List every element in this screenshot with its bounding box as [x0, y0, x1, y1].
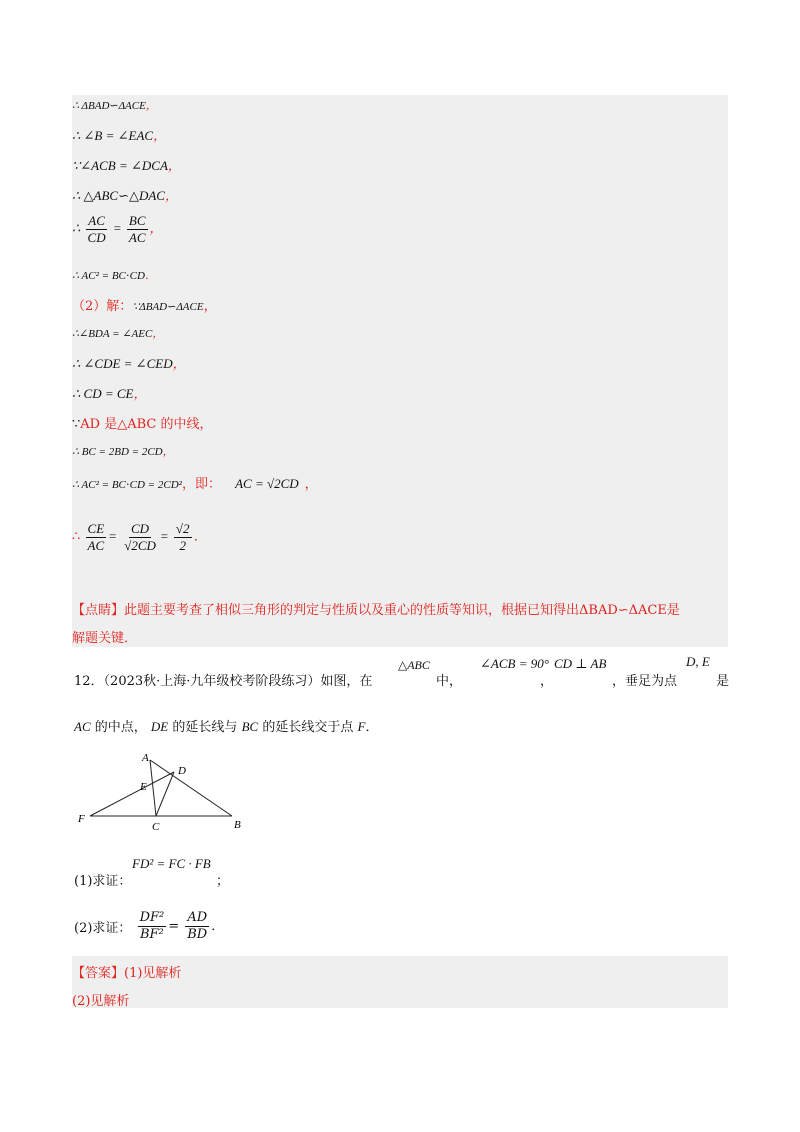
math-text: ∠ACB = 90° [480, 656, 549, 671]
punct: ． [193, 528, 207, 544]
numerator: BC [128, 213, 146, 228]
fraction [185, 910, 209, 943]
solution-line [72, 353, 186, 372]
numerator: CD [131, 521, 150, 536]
question-comma: ， [540, 674, 554, 689]
denominator: BF² [139, 927, 164, 942]
text: ． [211, 919, 225, 934]
question-zhong [436, 670, 462, 689]
solution-line [72, 125, 166, 144]
text: 是 [716, 674, 730, 689]
text: 的延长线与 [172, 720, 238, 735]
solution-line [72, 413, 212, 432]
question-perp [554, 656, 606, 672]
math-text: AC [74, 719, 91, 734]
part-label: (1)求证： [74, 874, 132, 889]
therefore-symbol: ∴ [72, 220, 81, 236]
math-text: FD² = FC · FB [132, 856, 211, 871]
question-line-1 [74, 670, 372, 689]
math-text: ∴ ∠B = ∠EAC [72, 128, 154, 143]
math-text: AC = √2CD [235, 476, 299, 491]
solution-panel [72, 95, 728, 647]
fraction [122, 521, 158, 554]
label-d: D [178, 765, 186, 777]
numerator: DF² [139, 910, 165, 925]
comment-line [72, 627, 137, 646]
math-text: BC [241, 719, 259, 734]
label-f: F [78, 813, 85, 825]
answer-line [72, 962, 181, 981]
question-line-2 [74, 716, 378, 735]
punct: ， [145, 100, 157, 112]
solution-line [72, 155, 181, 174]
label-a: A [142, 752, 149, 764]
solution-line [72, 295, 217, 314]
math-text: ∵∠ACB = ∠DCA [72, 158, 168, 173]
segment-ac [150, 760, 156, 816]
solution-line [72, 97, 157, 113]
punct: ， [149, 220, 163, 236]
question-shi [716, 670, 729, 689]
part-2: (2)求证： $\frac{\text{DF²}}{\text{BF²}}$ = $\frac{AD}{BD}$ ． [74, 910, 225, 942]
solution-line [72, 267, 156, 283]
text: 中， [436, 674, 463, 689]
comment-text: 【点睛】此题主要考查了相似三角形的判定与性质以及重心的性质等知识，根据已知得出ΔBAD∽ΔACE是 [72, 603, 680, 618]
math-text: ∴ ΔBAD∽ΔACE [72, 100, 146, 112]
numerator: AC [88, 213, 105, 228]
answer-panel [72, 956, 728, 1008]
fraction [138, 910, 167, 943]
denominator: CD [87, 230, 106, 245]
question-number: 12． [74, 674, 104, 689]
punct: ， [162, 446, 174, 458]
text: 的中点， [94, 720, 147, 735]
denominator: √2CD [124, 538, 156, 553]
math-text: ∴ △ABC∽△DAC [72, 188, 165, 203]
fraction [174, 521, 192, 554]
math-text: ∴ AC² = BC⋅CD [72, 270, 145, 282]
numerator: √2 [175, 521, 190, 536]
question-angle [480, 656, 549, 672]
math-text: ∴ CD = CE [72, 386, 134, 401]
solution-line: ∴ $\frac{CE}{AC}$ = $\frac{CD}{√2CD}$ = $\frac{√2}{2}$ ． [72, 521, 207, 553]
segment-fd [90, 772, 174, 816]
answer-text: (2)见解析 [72, 994, 130, 1009]
answer-line [72, 990, 129, 1009]
fraction [86, 213, 108, 246]
math-text: DE [150, 719, 169, 734]
therefore-symbol: ∴ [72, 528, 81, 544]
punct: ， [164, 188, 178, 203]
fraction [127, 213, 148, 246]
solution-line [72, 213, 163, 246]
punct: ， [133, 386, 147, 401]
answer-text: (1)见解析 [124, 966, 182, 981]
segment-cd [156, 772, 174, 816]
comment-text: 解题关键． [72, 631, 138, 646]
equals: = [112, 220, 122, 236]
median-statement: AD 是△ABC 的中线， [80, 417, 213, 432]
conjunction: ，即： [181, 477, 221, 492]
solution-line [72, 185, 178, 204]
label-e: E [140, 781, 147, 793]
punct: ， [152, 328, 164, 340]
fraction [86, 521, 107, 554]
question-triangle [398, 658, 430, 673]
answer-label: 【答案】 [72, 966, 125, 981]
because-symbol: ∵ [72, 417, 81, 432]
solution-line [72, 473, 318, 492]
geometry-figure [74, 750, 254, 834]
question-de [686, 654, 710, 670]
math-text: F [357, 719, 366, 734]
question-foot [612, 670, 677, 689]
part-label: (2)求证： [74, 921, 132, 936]
question-source: （2023秋·上海·九年级校考阶段练习）如图，在 [103, 674, 373, 689]
math-text: ∵ΔBAD∽ΔACE [132, 301, 204, 313]
punct: ， [167, 158, 181, 173]
denominator: AC [87, 538, 105, 553]
punct: ， [153, 128, 167, 143]
punct: ， [304, 477, 318, 492]
text: 的延长线交于点 [262, 720, 354, 735]
punct: ， [172, 356, 186, 371]
math-text: ∴ BC = 2BD = 2CD [72, 446, 163, 458]
punct: ． [144, 270, 156, 282]
solution-line [72, 443, 174, 459]
text: ； [216, 874, 230, 889]
math-text: ∴∠BDA = ∠AEC [72, 328, 153, 340]
text: ，垂足为点 [612, 674, 678, 689]
math-text: △ABC [398, 658, 430, 672]
solution-line [72, 325, 163, 341]
numerator: AD [187, 910, 208, 925]
text: ． [365, 720, 379, 735]
part-label: （2）解： [72, 299, 133, 314]
math-text: ∴ AC² = BC⋅CD = 2CD² [72, 479, 182, 491]
numerator: CE [87, 521, 105, 536]
solution-line [72, 383, 146, 402]
denominator: BD [187, 927, 208, 942]
label-b: B [234, 819, 241, 831]
denominator: 2 [179, 538, 186, 553]
denominator: AC [128, 230, 146, 245]
math-text: D, E [686, 654, 710, 669]
math-text: CD ⊥ AB [554, 656, 607, 671]
part-1-math [132, 856, 211, 872]
math-text: ∴ ∠CDE = ∠CED [72, 356, 173, 371]
label-c: C [152, 821, 160, 833]
punct: ， [203, 299, 217, 314]
part-1 [74, 870, 131, 889]
comment-line [72, 599, 680, 618]
part-1-end [216, 870, 229, 889]
segment-ab [150, 760, 232, 816]
